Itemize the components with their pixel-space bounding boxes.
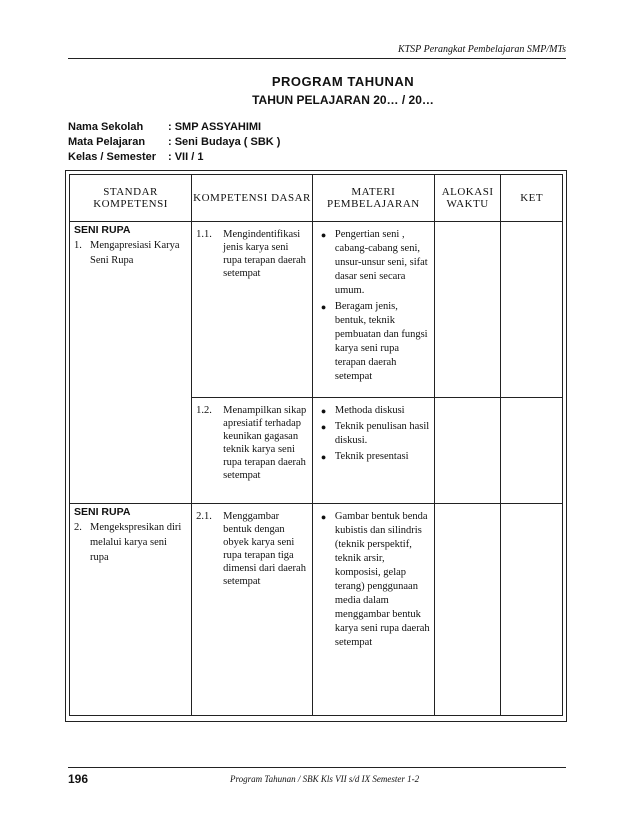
header-standar-kompetensi: STANDAR KOMPETENSI [70, 175, 192, 222]
materi-text: Gambar bentuk benda kubistis dan silindris (teknik perspektif, teknik arsir, komposisi, gelap terang) penggunaan media dalam menggambar bentuk karya seni rupa daerah setempat [334, 511, 430, 648]
materi-text: Teknik penulisan hasil diskusi. [334, 421, 430, 446]
bullet-icon: ● [320, 512, 327, 522]
materi-list [313, 222, 434, 390]
kd-cell [192, 504, 313, 716]
kd-item [192, 222, 312, 284]
table-header-row [70, 175, 563, 222]
kd-item [192, 504, 312, 592]
ket-cell [501, 504, 563, 716]
table-row [70, 504, 563, 716]
ket-cell [501, 398, 563, 504]
header-kompetensi-dasar: KOMPETENSI DASAR [192, 175, 313, 222]
header-ket: KET [501, 175, 563, 222]
header-materi-pembelajaran: MATERI PEMBELAJARAN [312, 175, 434, 222]
section-title: SENI RUPA [74, 224, 131, 236]
materi-list [313, 504, 434, 656]
info-value: : Seni Budaya ( SBK ) [168, 136, 281, 148]
alokasi-cell [434, 504, 501, 716]
sk-number: 2. [74, 522, 82, 533]
title-line-2: TAHUN PELAJARAN 20… / 20… [252, 93, 434, 107]
sk-number: 1. [74, 240, 82, 251]
school-info [68, 121, 280, 166]
list-item [321, 450, 430, 464]
list-item [321, 510, 430, 650]
sk-item [70, 236, 191, 270]
materi-text: Teknik presentasi [334, 451, 409, 462]
document-title [0, 74, 638, 107]
header-divider [68, 58, 566, 59]
kd-text: Mengindentifikasi jenis karya seni rupa terapan daerah setempat [223, 229, 306, 279]
table-row [70, 222, 563, 398]
materi-text: Pengertian seni , cabang-cabang seni, unsur-unsur seni, sifat dasar seni secara umum. [334, 229, 428, 296]
materi-list [313, 398, 434, 470]
info-label: Kelas / Semester [68, 151, 157, 163]
kd-item [192, 398, 312, 486]
bullet-icon: ● [320, 302, 327, 312]
bullet-icon: ● [320, 230, 327, 240]
kd-number: 2.1. [196, 511, 212, 522]
title-line-1: PROGRAM TAHUNAN [271, 74, 415, 89]
footer-divider [68, 767, 566, 768]
info-value: : SMP ASSYAHIMI [168, 121, 262, 133]
alokasi-cell [434, 222, 501, 398]
info-row [68, 136, 280, 151]
program-table-frame [65, 170, 567, 722]
kd-number: 1.2. [196, 405, 212, 416]
materi-cell [312, 504, 434, 716]
list-item [321, 404, 430, 418]
materi-text: Beragam jenis, bentuk, teknik pembuatan dan fungsi karya seni rupa terapan daerah setempat [334, 301, 428, 382]
sk-item [70, 518, 191, 567]
sk-cell [70, 504, 192, 716]
kd-cell [192, 222, 313, 398]
ket-cell [501, 222, 563, 398]
materi-cell [312, 222, 434, 398]
bullet-icon: ● [320, 422, 327, 432]
kd-text: Menggambar bentuk dengan obyek karya seni rupa terapan tiga dimensi dari daerah setempat [223, 511, 306, 587]
page-number: 196 [68, 772, 89, 786]
kd-cell [192, 398, 313, 504]
bullet-icon: ● [320, 452, 327, 462]
info-label: Mata Pelajaran [68, 136, 146, 148]
kd-text: Menampilkan sikap apresiatif terhadap keunikan gagasan teknik karya seni rupa terapan daerah setempat [223, 405, 307, 481]
info-value: : VII / 1 [168, 151, 204, 163]
sk-text: Mengekspresikan diri melalui karya seni rupa [90, 522, 182, 563]
info-label: Nama Sekolah [68, 121, 144, 133]
sk-cell [70, 222, 192, 504]
materi-text: Methoda diskusi [334, 405, 405, 416]
bullet-icon: ● [320, 406, 327, 416]
section-title: SENI RUPA [74, 506, 131, 518]
list-item [321, 228, 430, 298]
header-alokasi-waktu: ALOKASI WAKTU [434, 175, 501, 222]
info-row [68, 151, 280, 166]
footer-text: Program Tahunan / SBK Kls VII s/d IX Semester 1-2 [230, 774, 420, 784]
kd-number: 1.1. [196, 229, 212, 240]
program-table [69, 174, 563, 716]
alokasi-cell [434, 398, 501, 504]
header-text: KTSP Perangkat Pembelajaran SMP/MTs [397, 44, 566, 55]
sk-text: Mengapresiasi Karya Seni Rupa [90, 240, 180, 266]
list-item [321, 420, 430, 448]
list-item [321, 300, 430, 384]
info-row [68, 121, 280, 136]
materi-cell [312, 398, 434, 504]
